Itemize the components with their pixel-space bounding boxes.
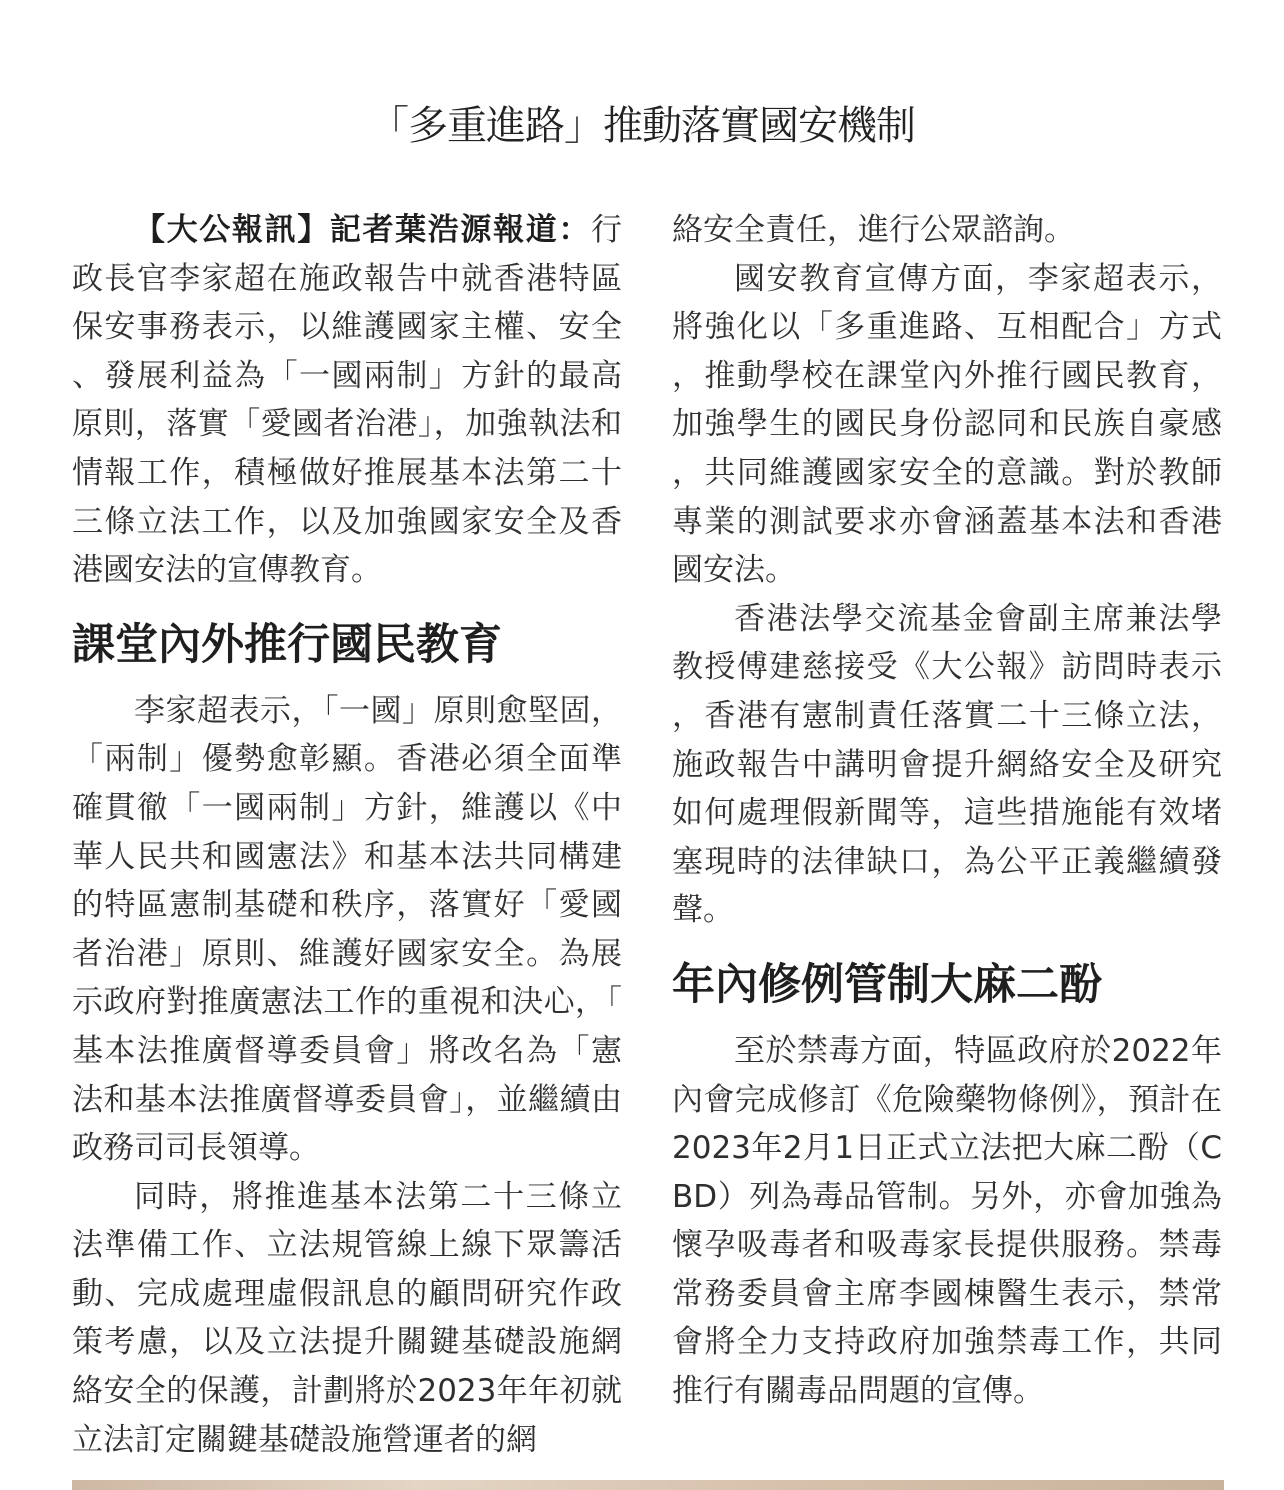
continuation-paragraph: 絡安全責任，進行公眾諮詢。	[672, 212, 1075, 248]
subhead-civic-education: 課堂內外推行國民教育	[72, 619, 502, 670]
paragraph: 香港法學交流基金會副主席兼法學教授傅建慈接受《大公報》訪問時表示，香港有憲制責任落實二十三條立法，施政報告中講明會提升網絡安全及研究如何處理假新聞等，這些措施能有效堵塞現時的法律缺口，為公平正義繼續發聲。	[672, 600, 1222, 929]
paragraph: 同時，將推進基本法第二十三條立法準備工作、立法規管線上線下眾籌活動、完成處理虛假訊息的顧問研究作政策考慮，以及立法提升關鍵基礎設施網絡安全的保護，計劃將於2023年年初就立法訂定關鍵基礎設施營運者的網	[72, 1178, 622, 1458]
lead-paragraph	[72, 206, 622, 595]
article-headline: 「多重進路」推動落實國安機制	[369, 103, 915, 149]
left-column	[72, 206, 622, 1464]
lead-text: 行政長官李家超在施政報告中就香港特區保安事務表示，以維護國家主權、安全、發展利益為「一國兩制」方針的最高原則，落實「愛國者治港」，加強執法和情報工作，積極做好推展基本法第二十三條立法工作，以及加強國家安全及香港國安法的宣傳教育。	[72, 212, 622, 589]
paragraph: 李家超表示，「一國」原則愈堅固，「兩制」優勢愈彰顯。香港必須全面準確貫徹「一國兩制」方針，維護以《中華人民共和國憲法》和基本法共同構建的特區憲制基礎和秩序，落實好「愛國者治港」原則、維護好國家安全。為展示政府對推廣憲法工作的重視和決心，「基本法推廣督導委員會」將改名為「憲法和基本法推廣督導委員會」，並繼續由政務司司長領導。	[72, 692, 622, 1167]
dateline: 【大公報訊】記者葉浩源報道：	[134, 212, 591, 248]
right-column	[672, 206, 1222, 1416]
paragraph: 至於禁毒方面，特區政府於2022年內會完成修訂《危險藥物條例》，預計在2023年2月1日正式立法把大麻二酚（CBD）列為毒品管制。另外，亦會加強為懷孕吸毒者和吸毒家長提供服務。禁毒常務委員會主席李國棟醫生表示，禁常會將全力支持政府加強禁毒工作，共同推行有關毒品問題的宣傳。	[672, 1032, 1222, 1410]
paragraph: 國安教育宣傳方面，李家超表示，將強化以「多重進路、互相配合」方式，推動學校在課堂內外推行國民教育，加強學生的國民身份認同和民族自豪感，共同維護國家安全的意識。對於教師專業的測試要求亦會涵蓋基本法和香港國安法。	[672, 260, 1222, 589]
photo-edge-strip	[72, 1480, 1224, 1490]
subhead-cbd-control: 年內修例管制大麻二酚	[672, 959, 1102, 1010]
